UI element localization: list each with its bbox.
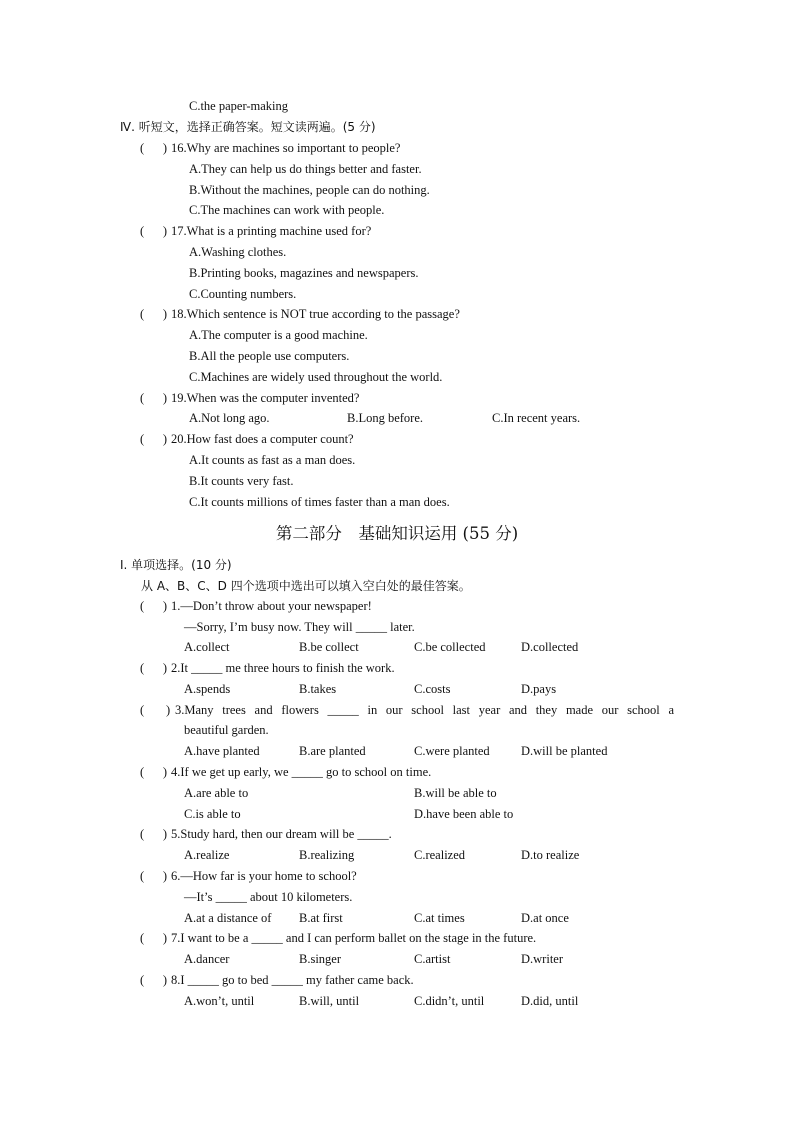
option-a: A.They can help us do things better and faster.: [189, 162, 422, 176]
option-a: A.won’t, until: [184, 994, 255, 1008]
question-text: Which sentence is NOT true according to the passage?: [186, 307, 460, 321]
option-carryover: C.the paper-making: [189, 99, 289, 113]
section-header-listening: Ⅳ. 听短文，选择正确答案。短文读两遍。(5 分): [120, 120, 376, 134]
question-text: What is a printing machine used for?: [186, 224, 372, 238]
option-d: D.writer: [521, 952, 563, 966]
question-stem: 7.I want to be a _____ and I can perform ballet on the stage in the future.: [171, 931, 537, 945]
option-b: B.All the people use computers.: [189, 349, 350, 363]
answer-bracket[interactable]: ( ): [140, 931, 168, 945]
question-text: If we get up early, we _____ go to school on time.: [180, 765, 432, 779]
question-stem-line2: —Sorry, I’m busy now. They will _____ later.: [184, 620, 415, 634]
option-d: D.to realize: [521, 848, 580, 862]
question-text: When was the computer invented?: [186, 391, 360, 405]
option-a: A.at a distance of: [184, 911, 272, 925]
option-b: B.will be able to: [414, 786, 497, 800]
option-a: A.Not long ago.: [189, 411, 270, 425]
question-text: —Don’t throw about your newspaper!: [180, 599, 372, 613]
option-a: A.collect: [184, 640, 230, 654]
question-number: 5: [171, 827, 178, 841]
question-stem: 20.How fast does a computer count?: [171, 432, 354, 446]
option-b: B.Printing books, magazines and newspapers.: [189, 266, 419, 280]
answer-bracket[interactable]: ( ): [140, 432, 168, 446]
answer-bracket[interactable]: ( ): [140, 307, 168, 321]
option-d: D.have been able to: [414, 807, 514, 821]
option-c: C.artist: [414, 952, 451, 966]
option-c: C.Counting numbers.: [189, 287, 297, 301]
question-stem: 18.Which sentence is NOT true according to the passage?: [171, 307, 460, 321]
question-text: Why are machines so important to people?: [186, 141, 401, 155]
option-a: A.The computer is a good machine.: [189, 328, 368, 342]
question-text: Many trees and flowers _____ in our school last year and they made our school a: [184, 703, 674, 717]
option-c: C.In recent years.: [492, 411, 581, 425]
option-c: C.didn’t, until: [414, 994, 485, 1008]
option-a: A.dancer: [184, 952, 230, 966]
question-stem: 19.When was the computer invented?: [171, 391, 360, 405]
question-stem: 2.It _____ me three hours to finish the work.: [171, 661, 395, 675]
question-number: 16: [171, 141, 184, 155]
answer-bracket[interactable]: ( ): [140, 973, 168, 987]
option-b: B.be collect: [299, 640, 359, 654]
question-number: 2: [171, 661, 178, 675]
question-text: Study hard, then our dream will be _____.: [180, 827, 392, 841]
question-stem: 8.I _____ go to bed _____ my father came back.: [171, 973, 414, 987]
question-stem: 6.—How far is your home to school?: [171, 869, 357, 883]
option-b: B.realizing: [299, 848, 355, 862]
answer-bracket[interactable]: ( ): [140, 703, 171, 717]
answer-bracket[interactable]: ( ): [140, 869, 168, 883]
option-c: C.costs: [414, 682, 451, 696]
answer-bracket[interactable]: ( ): [140, 827, 168, 841]
question-stem: 5.Study hard, then our dream will be _____.: [171, 827, 392, 841]
option-c: C.The machines can work with people.: [189, 203, 385, 217]
section-header-single-choice: Ⅰ. 单项选择。(10 分): [120, 558, 232, 572]
question-number: 18: [171, 307, 184, 321]
option-c: C.It counts millions of times faster than a man does.: [189, 495, 450, 509]
answer-bracket[interactable]: ( ): [140, 224, 168, 238]
option-b: B.It counts very fast.: [189, 474, 294, 488]
option-b: B.singer: [299, 952, 342, 966]
question-stem: 17.What is a printing machine used for?: [171, 224, 372, 238]
option-d: D.will be planted: [521, 744, 608, 758]
option-b: B.at first: [299, 911, 343, 925]
answer-bracket[interactable]: ( ): [140, 141, 168, 155]
question-stem-line2: —It’s _____ about 10 kilometers.: [184, 890, 353, 904]
part-title: 第二部分 基础知识运用 (55 分): [275, 524, 519, 543]
option-c: C.were planted: [414, 744, 490, 758]
option-a: A.It counts as fast as a man does.: [189, 453, 356, 467]
option-d: D.collected: [521, 640, 579, 654]
question-text: —How far is your home to school?: [180, 869, 357, 883]
option-b: B.Without the machines, people can do nothing.: [189, 183, 430, 197]
question-stem: 16.Why are machines so important to people?: [171, 141, 401, 155]
answer-bracket[interactable]: ( ): [140, 599, 168, 613]
question-number: 3: [175, 703, 182, 717]
option-c: C.Machines are widely used throughout the world.: [189, 370, 443, 384]
option-a: A.have planted: [184, 744, 260, 758]
question-number: 20: [171, 432, 184, 446]
option-d: D.pays: [521, 682, 557, 696]
answer-bracket[interactable]: ( ): [140, 391, 168, 405]
question-stem: 4.If we get up early, we _____ go to school on time.: [171, 765, 432, 779]
question-text: I _____ go to bed _____ my father came back.: [180, 973, 414, 987]
option-a: A.spends: [184, 682, 231, 696]
question-stem: 1.—Don’t throw about your newspaper!: [171, 599, 372, 613]
question-number: 1: [171, 599, 178, 613]
question-number: 8: [171, 973, 178, 987]
question-number: 6: [171, 869, 178, 883]
question-text: It _____ me three hours to finish the work.: [180, 661, 395, 675]
option-c: C.at times: [414, 911, 465, 925]
option-d: D.at once: [521, 911, 569, 925]
option-a: A.realize: [184, 848, 230, 862]
option-c: C.is able to: [184, 807, 241, 821]
question-number: 7: [171, 931, 178, 945]
question-text: How fast does a computer count?: [186, 432, 354, 446]
question-number: 4: [171, 765, 178, 779]
question-stem: 3.Many trees and flowers _____ in our school last year and they made our school a: [175, 703, 674, 717]
question-stem-line2: beautiful garden.: [184, 723, 269, 737]
question-text: I want to be a _____ and I can perform ballet on the stage in the future.: [180, 931, 537, 945]
answer-bracket[interactable]: ( ): [140, 661, 168, 675]
option-a: A.Washing clothes.: [189, 245, 287, 259]
option-b: B.will, until: [299, 994, 360, 1008]
option-d: D.did, until: [521, 994, 579, 1008]
option-a: A.are able to: [184, 786, 249, 800]
answer-bracket[interactable]: ( ): [140, 765, 168, 779]
question-number: 17: [171, 224, 184, 238]
option-c: C.realized: [414, 848, 466, 862]
section-instruction: 从 A、B、C、D 四个选项中选出可以填入空白处的最佳答案。: [141, 579, 471, 593]
question-number: 19: [171, 391, 184, 405]
option-b: B.takes: [299, 682, 337, 696]
option-c: C.be collected: [414, 640, 486, 654]
option-b: B.are planted: [299, 744, 366, 758]
option-b: B.Long before.: [347, 411, 424, 425]
